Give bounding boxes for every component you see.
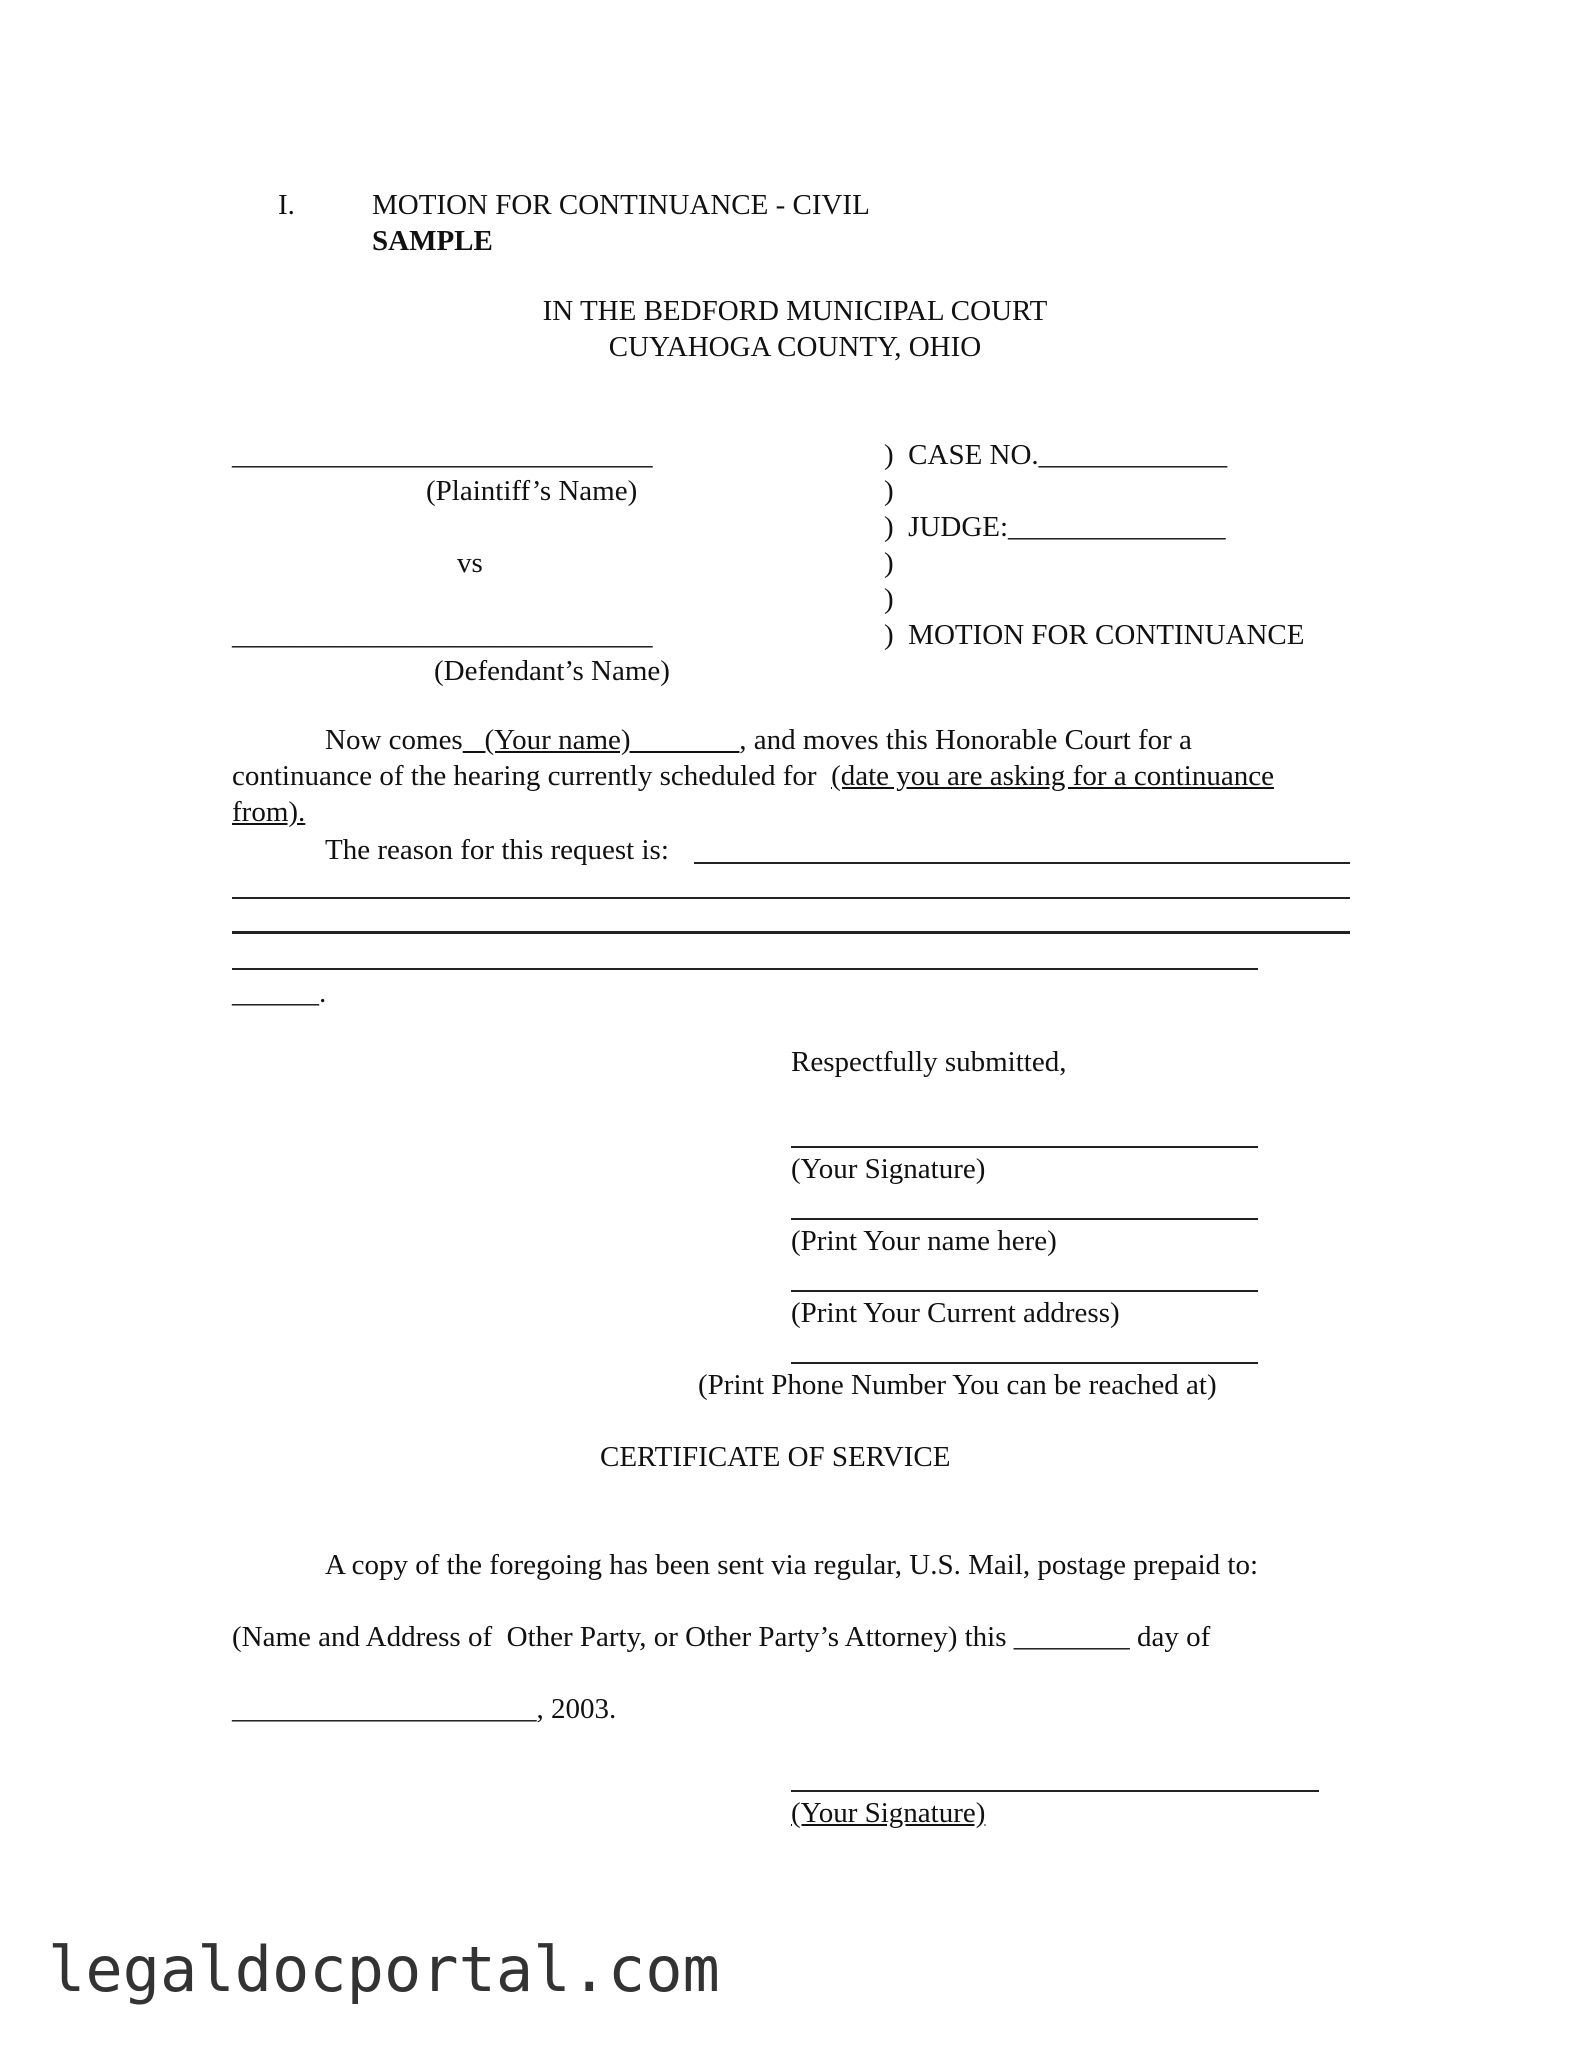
judge-field: ) JUDGE:_______________: [884, 511, 1226, 543]
caption-paren: ): [884, 547, 894, 579]
now-comes-text: Now comes: [325, 724, 463, 756]
reason-end-blank: ______.: [232, 977, 327, 1009]
certificate-text-line1: A copy of the foregoing has been sent via regular, U.S. Mail, postage prepaid to:: [325, 1549, 1259, 1581]
motion-paragraph-line1: [325, 722, 1192, 758]
court-county: CUYAHOGA COUNTY, OHIO: [608, 331, 982, 363]
signature-line: [791, 1146, 1258, 1148]
caption-paren: ): [884, 475, 894, 507]
print-name-line: [791, 1218, 1258, 1220]
document-title: MOTION FOR CONTINUANCE - CIVIL: [372, 189, 870, 221]
reason-line: [694, 862, 1350, 864]
phone-label: (Print Phone Number You can be reached at): [698, 1369, 1217, 1401]
defendant-name-blank: _____________________________: [232, 619, 653, 651]
sample-label: SAMPLE: [372, 225, 493, 257]
plaintiff-label: (Plaintiff’s Name): [426, 475, 638, 507]
continuance-text: continuance of the hearing currently scheduled for: [232, 760, 832, 792]
name-blank: _______: [637, 724, 740, 756]
reason-label: The reason for this request is:: [325, 834, 669, 866]
certificate-signature-line: [791, 1790, 1319, 1792]
date-placeholder-end: from).: [232, 796, 306, 828]
court-name: IN THE BEDFORD MUNICIPAL COURT: [542, 295, 1048, 327]
defendant-label: (Defendant’s Name): [434, 655, 670, 687]
section-number: I.: [278, 189, 295, 221]
signature-label: (Your Signature): [791, 1153, 986, 1185]
your-name-placeholder: (Your name): [462, 724, 638, 756]
motion-paragraph-line2: [232, 758, 1274, 794]
case-number-field: ) CASE NO._____________: [884, 439, 1228, 471]
date-placeholder: (date you are asking for a continuance: [831, 760, 1274, 792]
address-label: (Print Your Current address): [791, 1297, 1120, 1329]
moves-text: , and moves this Honorable Court for a: [739, 724, 1192, 756]
versus-label: vs: [457, 547, 483, 579]
respectfully-submitted: Respectfully submitted,: [791, 1046, 1067, 1078]
certificate-date-line: _____________________, 2003.: [232, 1693, 617, 1725]
motion-caption-title: ) MOTION FOR CONTINUANCE: [884, 619, 1305, 651]
print-name-label: (Print Your name here): [791, 1225, 1057, 1257]
certificate-text-line2: (Name and Address of Other Party, or Other Party’s Attorney) this ________ day of: [232, 1621, 1211, 1653]
watermark-logo: legaldocportal.com: [48, 1933, 720, 2006]
caption-paren: ): [884, 583, 894, 615]
reason-line: [232, 931, 1350, 934]
reason-line: [232, 897, 1350, 899]
reason-line: [232, 968, 1258, 970]
plaintiff-name-blank: _____________________________: [232, 439, 653, 471]
certificate-signature-label: (Your Signature): [791, 1797, 986, 1829]
phone-line: [791, 1362, 1258, 1364]
certificate-title: CERTIFICATE OF SERVICE: [600, 1441, 951, 1473]
address-line: [791, 1290, 1258, 1292]
